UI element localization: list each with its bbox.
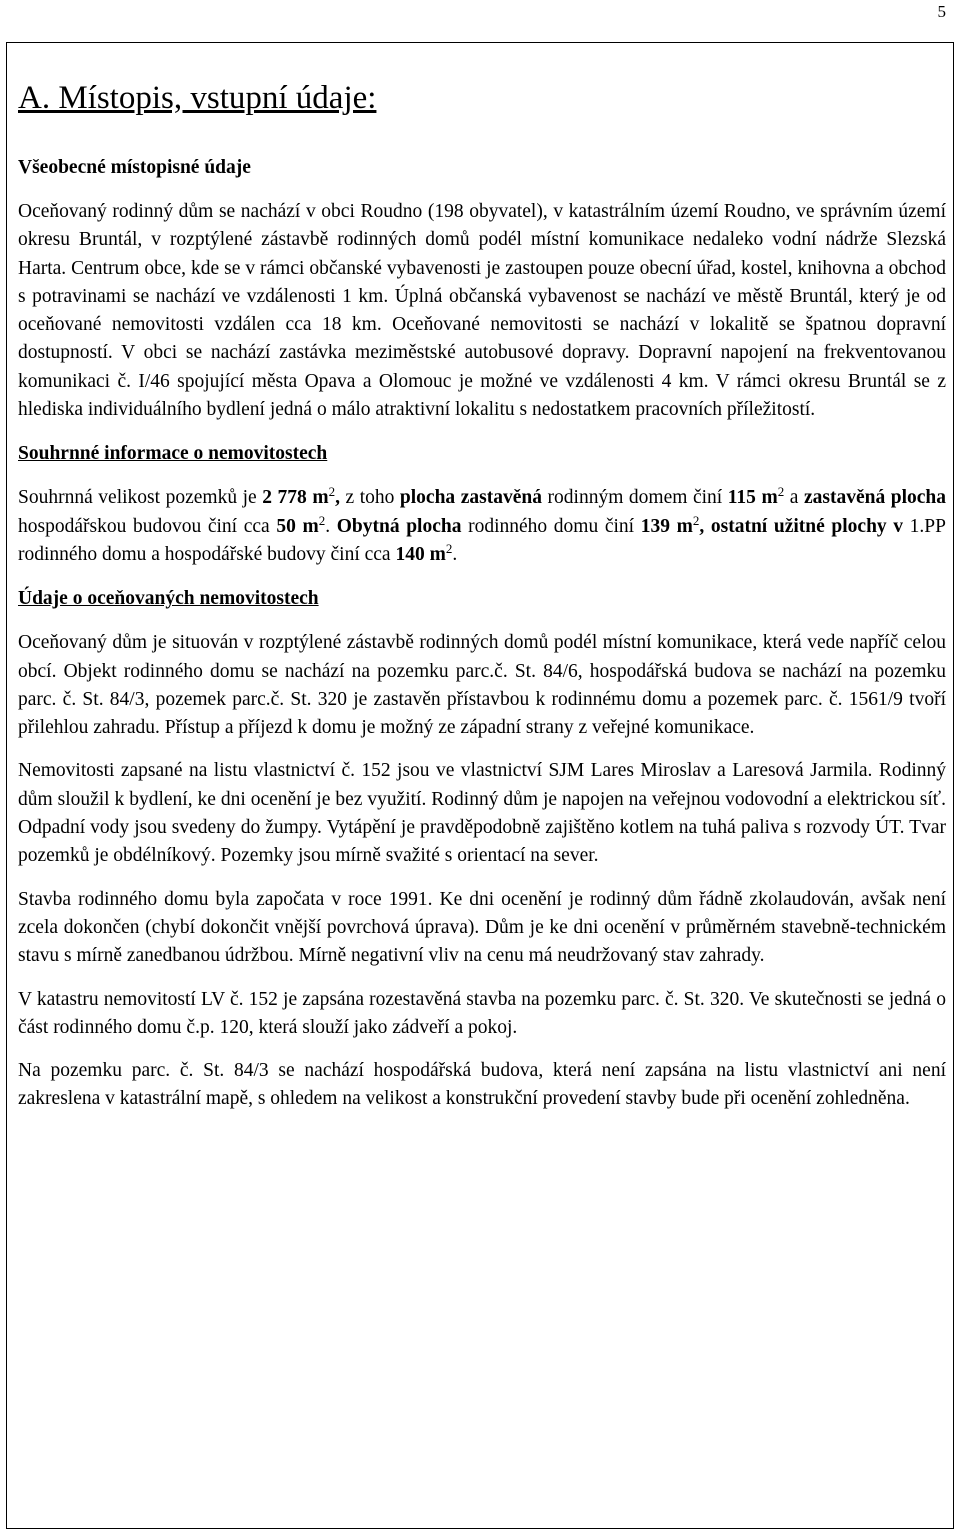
properties-paragraph: Oceňovaný dům je situován v rozptýlené zástavbě rodinných domů podél místní komunikace, která vede napříč celou obcí. Objekt rodinného domu se nachází na pozemku parc.č. St. 84/6, hospodářská budova se nachází na pozemku parc. č. St. 84/3, pozemek parc.č. St. 320 je zastavěn přístavbou k rodinnému domu a pozemek parc. č. 1561/9 tvoří přilehlou zahradu. Přístup a příjezd k domu je možný ze západní strany z veřejné komunikace. xyxy=(18,632,946,739)
summary-living-area: 139 m xyxy=(640,515,693,537)
superscript: 2 xyxy=(318,512,326,528)
page-number: 5 xyxy=(937,2,946,21)
summary-text: z toho xyxy=(339,487,400,509)
summary-text-bold: , xyxy=(335,487,340,509)
summary-text-bold: plocha zastavěná xyxy=(399,487,542,509)
general-paragraph: Oceňovaný rodinný dům se nachází v obci Roudno (198 obyvatel), v katastrálním území Roudno, ve správním území okresu Bruntál, v rozptýlené zástavbě rodinných domů podél místní komunikace nedaleko vodní nádrže Slezská Harta. Centrum obce, kde se v rámci občanské vybavenosti je zastoupen pouze obecní úřad, kostel, knihovna a obchod s potravinami se nachází ve vzdálenosti 1 km. Úplná občanská vybavenost se nachází ve městě Bruntál, který je od oceňované nemovitosti vzdálen cca 18 km. Oceňované nemovitosti se nachází v lokalitě se špatnou dopravní dostupností. V obci se nachází zastávka meziměstské autobusové dopravy. Dopravní napojení na frekventovanou komunikaci č. I/46 spojující města Opava a Olomouc je možné ve vzdálenosti 4 km. V rámci okresu Bruntál se z hlediska individuálního bydlení jedná o málo atraktivní lokalitu s nedostatkem pracovních příležitostí. xyxy=(18,201,946,421)
properties-paragraph: Stavba rodinného domu byla započata v roce 1991. Ke dni ocenění je rodinný dům řádně zkolaudován, avšak není zcela dokončen (chybí dokončit vnější povrchová úprava). Dům je ke dni ocenění v průměrném stavebně-technickém stavu s mírně zanedbanou údržbou. Mírně negativní vliv na cenu má neudržovaný stav zahrady. xyxy=(18,888,946,967)
summary-building-area: 50 m xyxy=(276,515,319,537)
summary-text: . xyxy=(452,543,458,565)
superscript: 2 xyxy=(777,484,785,500)
summary-text: rodinným domem činí xyxy=(541,487,728,509)
section-heading-properties: Údaje o oceňovaných nemovitostech xyxy=(18,588,319,610)
summary-text-bold: , ostatní užitné plochy v xyxy=(699,515,904,537)
properties-paragraph: Na pozemku parc. č. St. 84/3 se nachází hospodářská budova, která není zapsána na listu vlastnictví ani není zakreslena v katastrální mapě, s ohledem na velikost a konstrukční provedení stavby bude při ocenění zohledněna. xyxy=(18,1060,946,1110)
superscript: 2 xyxy=(328,484,336,500)
section-heading-general: Všeobecné místopisné údaje xyxy=(18,157,251,178)
section-heading-summary: Souhrnné informace o nemovitostech xyxy=(18,443,328,465)
document-title: A. Místopis, vstupní údaje: xyxy=(18,80,377,116)
summary-text: hospodářskou budovou činí cca xyxy=(18,515,277,537)
document-content xyxy=(18,78,946,1114)
properties-paragraph: V katastru nemovitostí LV č. 152 je zapsána rozestavěná stavba na pozemku parc. č. St. 320. Ve skutečnosti se jedná o část rodinného domu č.p. 120, která slouží jako zádveří a pokoj. xyxy=(18,988,946,1038)
summary-total-area: 2 778 m xyxy=(262,487,329,509)
summary-text: rodinného domu činí xyxy=(461,515,641,537)
summary-text: . xyxy=(325,515,337,537)
summary-text: Souhrnná velikost pozemků je xyxy=(18,487,263,509)
summary-other-area: 140 m xyxy=(395,543,446,565)
properties-paragraph: Nemovitosti zapsané na listu vlastnictví č. 152 jsou ve vlastnictví SJM Lares Miroslav a Laresová Jarmila. Rodinný dům sloužil k bydlení, ke dni ocenění je bez využití. Rodinný dům je napojen na veřejnou vodovodní a elektrickou síť. Odpadní vody jsou svedeny do žumpy. Vytápění je pravděpodobně zajištěno kotlem na tuhá paliva s rozvody ÚT. Tvar pozemků je obdélníkový. Pozemky jsou mírně svažité s orientací na sever. xyxy=(18,760,946,867)
summary-paragraph xyxy=(18,484,946,569)
summary-house-area: 115 m xyxy=(727,487,778,509)
summary-text-bold: Obytná plocha xyxy=(336,515,462,537)
summary-text: a xyxy=(784,487,804,509)
superscript: 2 xyxy=(445,540,453,556)
summary-text: 1.PP rodinného domu a hospodářské budovy činí cca xyxy=(18,515,946,565)
superscript: 2 xyxy=(692,512,700,528)
summary-text-bold: zastavěná plocha xyxy=(803,487,947,509)
